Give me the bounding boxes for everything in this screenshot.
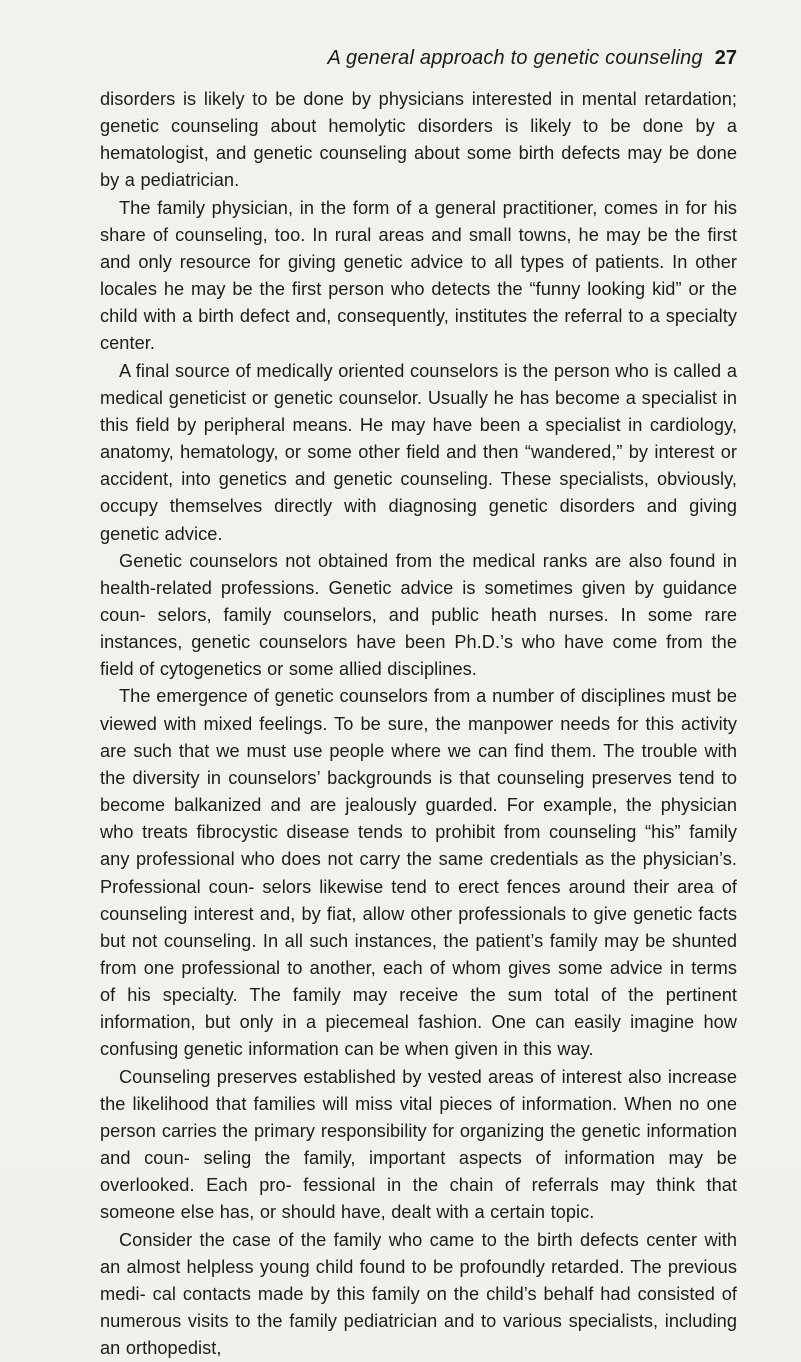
paragraph-7: Consider the case of the family who came to the birth defects center with an almost helpless young child found to be profoundly retarded. The previous medi- cal contacts made by this family on the child’s behalf had consisted of numerous visits to the family pediatrician and to various specialists, including an orthopedist, <box>100 1229 737 1359</box>
paragraph-3: A final source of medically oriented counselors is the person who is called a medical geneticist or genetic counselor. Usually he has become a specialist in this field by peripheral means. He may have been a specialist in cardiology, anatomy, hematology, or some other field and then “wandered,” by interest or accident, into genetics and genetic counseling. These specialists, obviously, occupy themselves directly with diagnosing genetic disorders and giving genetic advice. <box>100 360 737 544</box>
paragraph-2: The family physician, in the form of a general practitioner, comes in for his share of counseling, too. In rural areas and small towns, he may be the first and only resource for giving genetic advice to all types of patients. In other locales he may be the first person who detects the “funny looking kid” or the child with a birth defect and, consequently, institutes the referral to a specialty center. <box>100 197 737 354</box>
paragraph-1: disorders is likely to be done by physicians interested in mental retardation; genetic counseling about hemolytic disorders is likely to be done by a hematologist, and genetic counseling about some birth defects may be done by a pediatrician. <box>100 89 737 191</box>
page-number: 27 <box>714 47 737 69</box>
running-title: A general approach to genetic counseling <box>327 47 703 69</box>
paragraph-5: The emergence of genetic counselors from a number of disciplines must be viewed with mixed feelings. To be sure, the manpower needs for this activity are such that we must use people where we can find them. The trouble with the diversity in counselors’ backgrounds is that counseling preserves tend to become balkanized and are jealously guarded. For example, the physician who treats fibrocystic disease tends to prohibit from counseling “his” family any professional who does not carry the same credentials as the physician’s. Professional coun- selors likewise tend to erect fences around their area of counseling interest and, by fiat, allow other professionals to give genetic facts but not counseling. In all such instances, the patient’s family may be shunted from one professional to another, each of whom gives some advice in terms of his specialty. The family may receive the sum total of the pertinent information, but only in a piecemeal fashion. One can easily imagine how confusing genetic information can be when given in this way. <box>100 686 737 1060</box>
body-text <box>100 86 737 1362</box>
paragraph-4: Genetic counselors not obtained from the medical ranks are also found in health-related professions. Genetic advice is sometimes given by guidance coun- selors, family counselors, and public heath nurses. In some rare instances, genetic counselors have been Ph.D.’s who have come from the field of cytogenetics or some allied disciplines. <box>100 550 737 680</box>
running-head <box>327 46 737 70</box>
paragraph-6: Counseling preserves established by vested areas of interest also increase the likelihood that families will miss vital pieces of information. When no one person carries the primary responsibility for organizing the genetic information and coun- seling the family, important aspects of information may be overlooked. Each pro- fessional in the chain of referrals may think that someone else has, or should have, dealt with a certain topic. <box>100 1066 737 1223</box>
